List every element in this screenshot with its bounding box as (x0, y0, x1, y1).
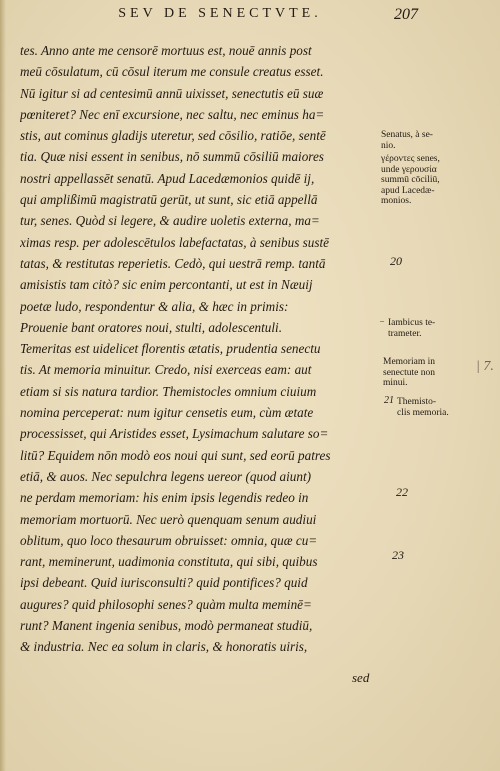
text-line: runt? Manent ingenia senibus, modò permaneat studiū, (20, 618, 313, 634)
text-line: poetæ ludo, respondentur & alia, & hæc in primis: (20, 298, 289, 314)
text-line: augures? quid philosophi senes? quàm multa meminē= (20, 596, 312, 612)
margin-note-line: nio. (381, 140, 396, 151)
text-line: Prouenie bant oratores noui, stulti, adolescentuli. (20, 319, 283, 335)
margin-note-iambicus (388, 318, 435, 339)
pencil-annotation: | 7. (476, 359, 494, 374)
text-line: qui amplißimū magistratū gerūt, ut sunt, sic etiā appellā (20, 192, 318, 208)
margin-note-line: minui. (383, 378, 408, 388)
text-line: nostri appellassēt senatū. Apud Lacedæmonios quidē ij, (20, 170, 315, 186)
page-number: 207 (394, 6, 418, 23)
margin-note-line: senectute non (383, 367, 435, 378)
body-text (20, 40, 378, 658)
margin-note-line: Themisto- (397, 397, 437, 407)
text-line: processisset, qui Aristides esset, Lysimachum salutare so= (20, 426, 329, 442)
text-line: rant, meminerunt, uadimonia constituta, qui sibi, quibus (20, 554, 318, 570)
running-head: SEV DE SENECTVTE. (118, 6, 322, 21)
text-line: meū cōsulatum, cū cōsul iterum me consule creatus esset. (20, 64, 324, 80)
text-line: tia. Quæ nisi essent in senibus, nō summū cōsiliū maiores (20, 149, 324, 165)
margin-note-line: apud Lacedæ- (381, 185, 435, 196)
text-line: tatas, & restitutas reperietis. Cedò, qui uestrā remp. tantā (20, 255, 326, 271)
margin-note-gerontes (381, 154, 440, 207)
catchword: sed (352, 670, 370, 685)
text-line: tur, senes. Quòd si legere, & audire uoletis externa, ma= (20, 213, 320, 229)
text-line: & industria. Nec ea solum in claris, & honoratis uiris, (20, 639, 308, 655)
line-number-22: 22 (396, 485, 408, 499)
margin-note-line: trameter. (388, 328, 422, 339)
text-line: tes. Anno ante me censorē mortuus est, nouē annis post (20, 43, 312, 58)
text-line: etiā, & auos. Nec sepulchra legens uereor (quod aiunt) (20, 468, 312, 484)
margin-note-line: Iambicus te- (388, 318, 436, 328)
text-line: amisistis tam citò? sic enim percontanti, ut est in Næuij (20, 277, 313, 293)
margin-note-memoriam (383, 357, 435, 389)
text-line: oblitum, quo loco thesaurum obruisset: omnia, quæ cu= (20, 532, 318, 548)
text-line: ximas resp. per adolescētulos labefactatas, à senibus sustē (20, 234, 330, 250)
line-number-21: 21 (384, 395, 394, 406)
marginal-tick-mark: – (380, 316, 384, 325)
margin-note-line: unde γερουσία (381, 164, 437, 175)
text-line: ipsi debeant. Quid iurisconsulti? quid pontifices? quid (20, 575, 308, 591)
text-line: ne perdam memoriam: his enim ipsis legendis redeo in (20, 490, 309, 506)
line-number-23: 23 (392, 548, 404, 562)
text-line: tis. At memoria minuitur. Credo, nisi exerceas eam: aut (20, 362, 312, 378)
text-line: memoriam mortuorū. Nec uerò quenquam senum audiui (20, 511, 317, 527)
text-line: litū? Equidem nōn modò eos noui qui sunt, sed eorū patres (20, 447, 331, 463)
margin-note-line: γέροντες senes, (381, 154, 440, 164)
page-shadow-edge (0, 0, 6, 771)
line-number-20: 20 (390, 254, 402, 268)
margin-note-line: summū cōciliū, (381, 175, 440, 185)
text-line: Temeritas est uidelicet florentis ætatis, prudentia senectu (20, 341, 321, 357)
margin-note-senatus (381, 130, 433, 151)
margin-note-line: clis memoria. (397, 407, 449, 418)
text-line: pœniteret? Nec enī excursione, nec saltu, nec eminus ha= (20, 106, 325, 122)
text-line: stis, aut cominus gladijs uteretur, sed cōsilio, ratiōe, sentē (20, 128, 326, 144)
text-line: Nū igitur si ad centesimū annū uixisset, senectutis eū suæ (20, 85, 324, 101)
margin-note-line: Senatus, à se- (381, 130, 433, 140)
text-line: etiam si sis natura tardior. Themistocles omnium ciuium (20, 383, 317, 399)
text-line: nomina perceperat: num igitur censetis eum, cùm ætate (20, 405, 314, 421)
margin-note-line: Memoriam in (383, 357, 435, 367)
margin-note-line: monios. (381, 196, 412, 206)
margin-note-themistocles (397, 397, 449, 418)
